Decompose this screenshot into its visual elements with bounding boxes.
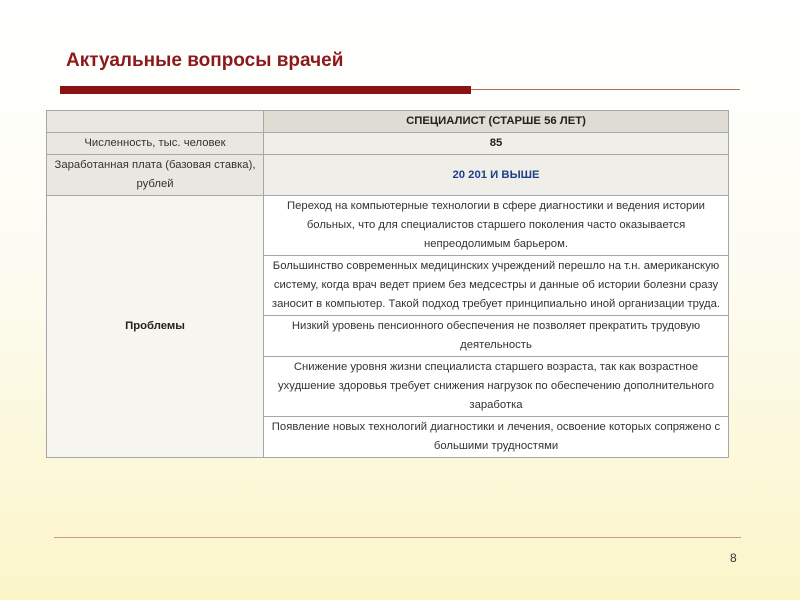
- row-value-salary: 20 201 И ВЫШЕ: [264, 155, 729, 196]
- page-number: 8: [730, 551, 737, 565]
- row-label-headcount: Численность, тыс. человек: [47, 133, 264, 155]
- data-table: [46, 110, 729, 458]
- table-row: [47, 155, 729, 196]
- table-header-row: [47, 111, 729, 133]
- footer-divider-line: [54, 537, 741, 538]
- row-label-salary: Заработанная плата (базовая ставка), рублей: [47, 155, 264, 196]
- row-value-headcount: 85: [264, 133, 729, 155]
- problem-item: Снижение уровня жизни специалиста старшего возраста, так как возрастное ухудшение здоровья требует снижения нагрузок по обеспечению дополнительного заработка: [264, 357, 729, 417]
- table-row: [47, 133, 729, 155]
- title-accent-bar: [60, 86, 471, 94]
- slide-title: Актуальные вопросы врачей: [66, 50, 344, 71]
- problems-label: Проблемы: [47, 196, 264, 458]
- header-empty-cell: [47, 111, 264, 133]
- problem-item: Большинство современных медицинских учреждений перешло на т.н. американскую систему, когда врач ведет прием без медсестры и данные об истории болезни сразу заносит в компьютер. Такой подход требует принципиально иной организации труда.: [264, 256, 729, 316]
- problem-item: Низкий уровень пенсионного обеспечения не позволяет прекратить трудовую деятельность: [264, 316, 729, 357]
- header-cell: СПЕЦИАЛИСТ (СТАРШЕ 56 ЛЕТ): [264, 111, 729, 133]
- problem-item: Появление новых технологий диагностики и лечения, освоение которых сопряжено с большими трудностями: [264, 417, 729, 458]
- problem-row: [47, 196, 729, 256]
- title-divider-line: [471, 89, 740, 90]
- problem-item: Переход на компьютерные технологии в сфере диагностики и ведения истории больных, что для специалистов старшего поколения часто оказывается непреодолимым барьером.: [264, 196, 729, 256]
